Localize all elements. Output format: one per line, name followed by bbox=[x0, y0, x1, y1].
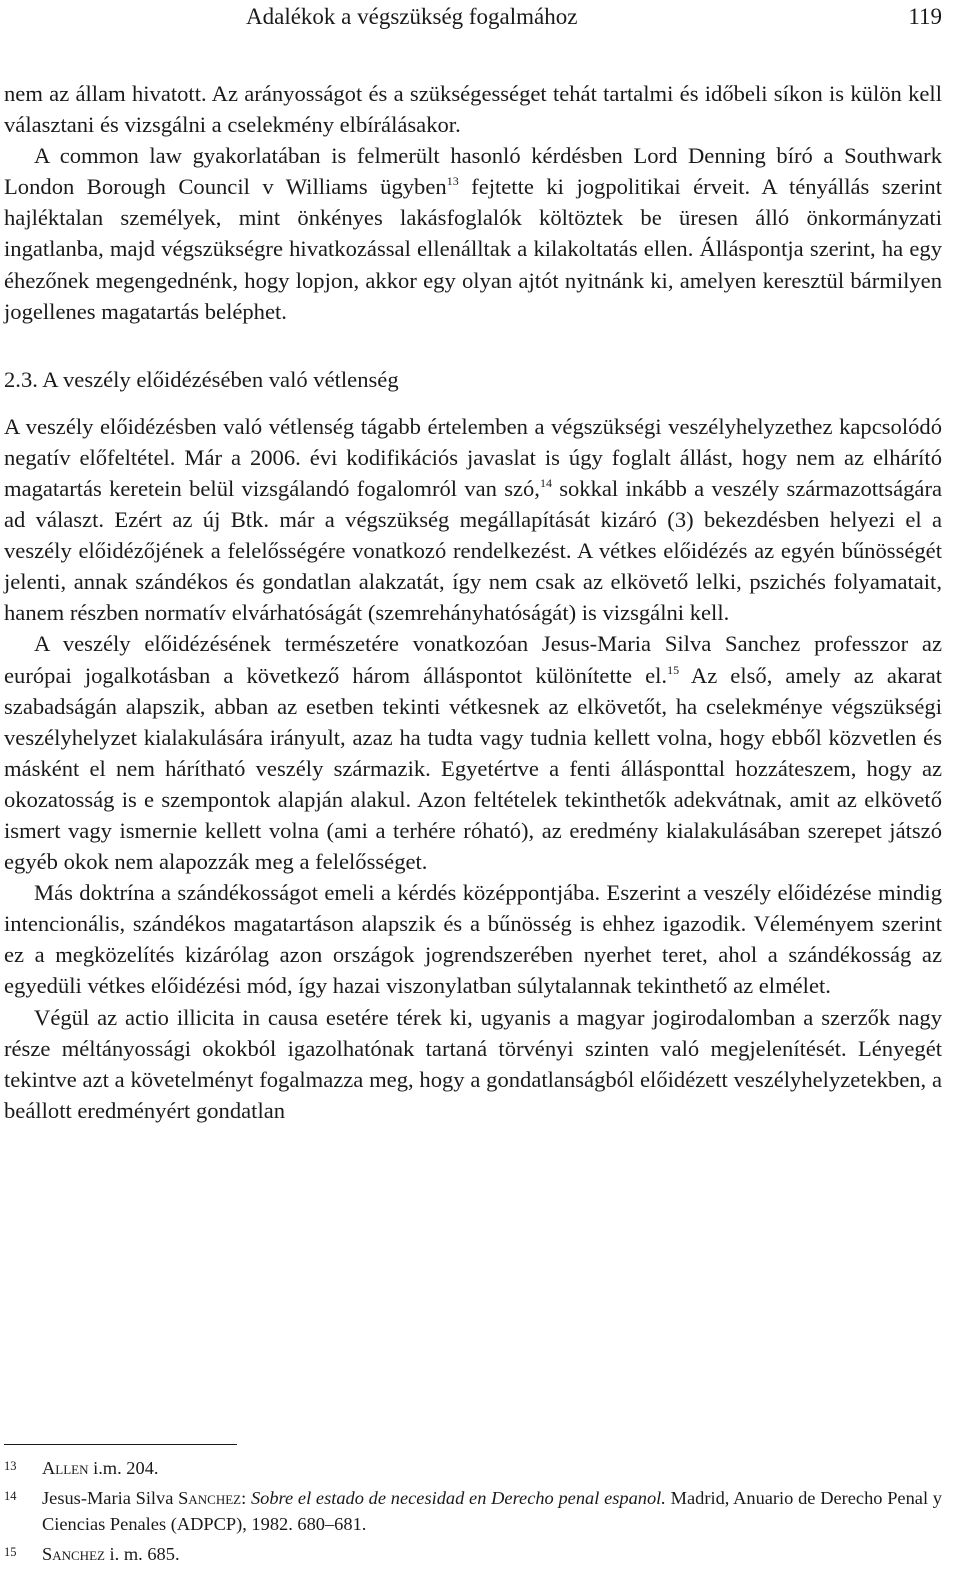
paragraph-text: nem az állam hivatott. Az arányosságot és a szükségességet tehát tartalmi és időbeli síkon is külön kell választani és vizsgálni a cselekmény elbírálásakor. bbox=[4, 81, 942, 138]
page-number: 119 bbox=[908, 4, 942, 29]
paragraph-text: A veszély előidézésben való vétlenség tágabb értelemben a végszükségi veszélyhelyzethez kapcsolódó negatív előfeltétel. Már a 2006. évi kodifikációs javaslat is úgy foglalt állást, hogy nem az elhárító magatartás keretein belül vizsgálandó fogalomról van szó, bbox=[4, 413, 942, 501]
paragraph bbox=[4, 628, 942, 877]
body-text bbox=[4, 78, 942, 1126]
footnote-text: : bbox=[241, 1488, 251, 1508]
paragraph bbox=[4, 78, 942, 140]
footnote-ref[interactable]: 15 bbox=[667, 662, 680, 677]
footnote-author: Sanchez bbox=[178, 1488, 242, 1508]
footnote-14 bbox=[4, 1485, 942, 1537]
paragraph bbox=[4, 140, 942, 327]
running-header bbox=[4, 0, 942, 38]
running-title: Adalékok a végszükség fogalmához bbox=[246, 4, 578, 29]
book-page bbox=[4, 0, 942, 1126]
footnotes bbox=[4, 1444, 942, 1571]
footnote-text: i. m. 685. bbox=[104, 1544, 180, 1564]
footnote-15 bbox=[4, 1541, 942, 1567]
footnote-author: Allen bbox=[42, 1458, 89, 1478]
paragraph-text: A veszély előidézésének természetére vonatkozóan Jesus-Maria Silva Sanchez professzor az európai jogalkotásban a következő három álláspontot különítette el. bbox=[4, 631, 942, 688]
footnote-text: Jesus-Maria Silva bbox=[42, 1488, 179, 1508]
paragraph-text: Végül az actio illicita in causa esetére térek ki, ugyanis a magyar jogirodalomban a szerzők nagy része méltányossági okokból igazolhatónak tartaná törvényi szinten való megjelenítését. Lényegét tekintve azt a követelményt fogalmazza meg, hogy a gondatlanságból előidézett veszélyhelyzetekben, a beállott eredményért gondatlan bbox=[4, 1004, 942, 1123]
footnote-number: 13 bbox=[4, 1459, 17, 1473]
footnote-separator bbox=[4, 1444, 237, 1445]
paragraph-text: Az első, amely az akarat szabadságán alapszik, abban az esetben tekinti vétkesnek az elkövetőt, ha cselekménye végszükségi veszélyhelyzet kialakulására irányult, azaz ha tudta vagy tudnia kellett volna, hogy ebből közvetlen és másként el nem hárítható veszély származik. Egyetértve a fenti állásponttal hozzáteszem, hogy az okozatosság is e szempontok alapján alakul. Azon feltételek tekinthetők adekvátnak, amit az elkövető ismert vagy ismernie kellett volna (ami a terhére róható), az eredmény kialakulásában szerepet játszó egyéb okok nem alapozzák meg a felelősséget. bbox=[4, 662, 942, 875]
footnote-number: 15 bbox=[4, 1545, 17, 1559]
paragraph bbox=[4, 411, 942, 629]
footnote-number: 14 bbox=[4, 1489, 17, 1503]
footnote-ref[interactable]: 13 bbox=[446, 174, 459, 189]
paragraph-text: A common law gyakorlatában is felmerült hasonló kérdésben Lord Denning bíró a Southwark London Borough Council v Williams ügyben bbox=[4, 143, 942, 200]
footnote-ref[interactable]: 14 bbox=[539, 475, 552, 490]
footnote-text: i.m. 204. bbox=[88, 1458, 159, 1478]
section-heading: 2.3. A veszély előidézésében való vétlenség bbox=[4, 366, 399, 392]
footnote-13 bbox=[4, 1455, 942, 1481]
paragraph bbox=[4, 1002, 942, 1126]
paragraph-text: fejtette ki jogpolitikai érveit. A tényállás szerint hajléktalan személyek, mint önkényes lakásfoglalók költöztek be üresen álló önkormányzati ingatlanba, majd végszükségre hivatkozással ellenálltak a kilakoltatás ellen. Álláspontja szerint, ha egy éhezőnek megengednénk, hogy lopjon, akkor egy olyan ajtót nyitnánk ki, amelyen keresztül bármilyen jogellenes magatartás beléphet. bbox=[4, 174, 943, 324]
footnote-title: Sobre el estado de necesidad en Derecho penal espanol. bbox=[250, 1488, 666, 1508]
paragraph-text: sokkal inkább a veszély származottságára ad választ. Ezért az új Btk. már a végszükség megállapítását kizáró (3) bekezdésben helyezi el a veszély előidézőjének a felelősségére vonatkozó rendelkezést. A vétkes előidézés az egyén bűnösségét jelenti, annak szándékos és gondatlan alakzatát, így nem csak az elkövető lelki, pszichés folyamatait, hanem részben normatív elvárhatóságát (szemrehányhatóságát) is vizsgálni kell. bbox=[4, 475, 943, 626]
footnote-text: Madrid, Anuario de Derecho Penal y Ciencias Penales (ADPCP), 1982. 680–681. bbox=[42, 1488, 942, 1534]
paragraph bbox=[4, 877, 942, 1001]
paragraph-text: Más doktrína a szándékosságot emeli a kérdés középpontjába. Eszerint a veszély előidézése mindig intencionális, szándékos magatartáson alapszik és a bűnösség is ehhez igazodik. Véleményem szerint ez a megközelítés kizárólag azon országok jogrendszerében nyerhet teret, ahol a szándékosság az egyedüli vétkes előidézési mód, így hazai viszonylatban súlytalannak tekinthető az elmélet. bbox=[4, 880, 942, 999]
footnote-author: Sanchez bbox=[42, 1544, 105, 1564]
